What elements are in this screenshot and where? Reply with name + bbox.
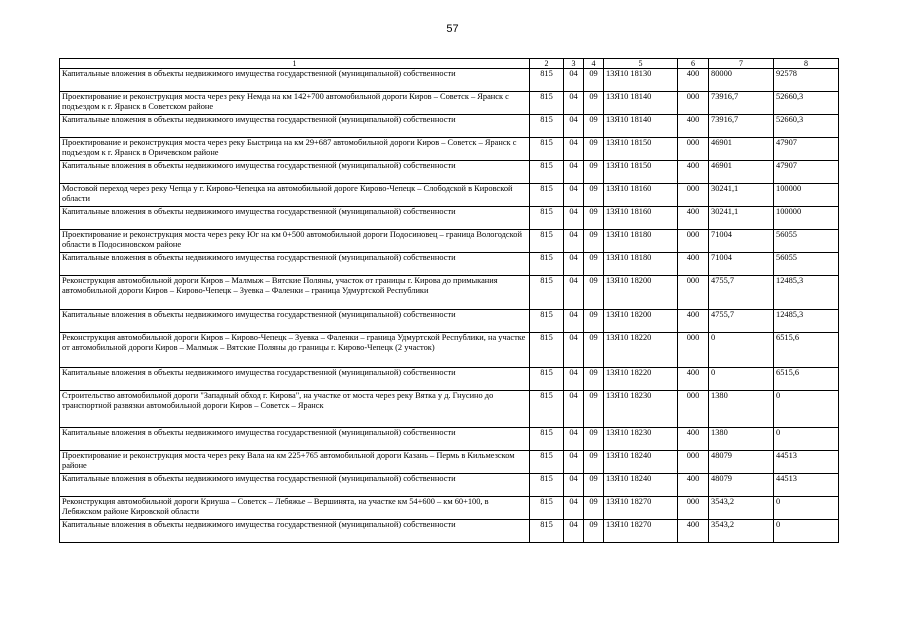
target-article-cell: 13Я10 18220 [604,368,678,391]
row-title-cell: Капитальные вложения в объекты недвижимого имущества государственной (муниципальной) собственности [60,69,530,92]
table-row [60,497,839,520]
section-code-cell: 04 [564,368,584,391]
expense-type-cell: 400 [678,520,709,543]
target-article-cell: 13Я10 18150 [604,138,678,161]
row-title-cell: Капитальные вложения в объекты недвижимого имущества государственной (муниципальной) собственности [60,115,530,138]
amount-year2-cell: 47907 [774,161,839,184]
subsection-code-cell: 09 [584,276,604,310]
table-row [60,310,839,333]
amount-year1-cell: 71004 [709,230,774,253]
section-code-cell: 04 [564,451,584,474]
section-code-cell: 04 [564,520,584,543]
amount-year2-cell: 0 [774,391,839,428]
row-title-cell: Капитальные вложения в объекты недвижимого имущества государственной (муниципальной) собственности [60,310,530,333]
amount-year2-cell: 92578 [774,69,839,92]
expense-type-cell: 000 [678,451,709,474]
amount-year2-cell: 52660,3 [774,115,839,138]
table-row [60,333,839,368]
amount-year1-cell: 4755,7 [709,276,774,310]
subsection-code-cell: 09 [584,451,604,474]
subsection-code-cell: 09 [584,520,604,543]
row-title-cell: Мостовой переход через реку Чепца у г. Кирово-Чепецка на автомобильной дороге Кирово-Чепецк – Слободской в Кировской области [60,184,530,207]
row-title-cell: Капитальные вложения в объекты недвижимого имущества государственной (муниципальной) собственности [60,368,530,391]
column-header: 1 [60,59,530,69]
amount-year1-cell: 3543,2 [709,497,774,520]
table-row [60,184,839,207]
subsection-code-cell: 09 [584,428,604,451]
target-article-cell: 13Я10 18230 [604,391,678,428]
row-title-cell: Проектирование и реконструкция моста через реку Быстрица на км 29+687 автомобильной дороги Киров – Советск – Яранск с подъездом к г. Яранск в Оричевском районе [60,138,530,161]
row-title-cell: Реконструкция автомобильной дороги Киров – Малмыж – Вятские Поляны, участок от границы г. Кирова до примыкания автомобильной дороги Киров – Кирово-Чепецк – Зуевка – Фаленки – граница Удмуртской Республики [60,276,530,310]
budget-table [59,58,839,543]
target-article-cell: 13Я10 18150 [604,161,678,184]
column-header: 5 [604,59,678,69]
row-title-cell: Капитальные вложения в объекты недвижимого имущества государственной (муниципальной) собственности [60,253,530,276]
amount-year2-cell: 44513 [774,474,839,497]
target-article-cell: 13Я10 18200 [604,276,678,310]
amount-year2-cell: 12485,3 [774,310,839,333]
ministry-code-cell: 815 [530,230,564,253]
section-code-cell: 04 [564,333,584,368]
section-code-cell: 04 [564,115,584,138]
amount-year2-cell: 52660,3 [774,92,839,115]
subsection-code-cell: 09 [584,474,604,497]
amount-year1-cell: 48079 [709,451,774,474]
amount-year2-cell: 44513 [774,451,839,474]
table-row [60,391,839,428]
expense-type-cell: 000 [678,333,709,368]
ministry-code-cell: 815 [530,310,564,333]
table-row [60,451,839,474]
target-article-cell: 13Я10 18270 [604,497,678,520]
expense-type-cell: 000 [678,276,709,310]
amount-year2-cell: 0 [774,497,839,520]
expense-type-cell: 000 [678,138,709,161]
ministry-code-cell: 815 [530,207,564,230]
expense-type-cell: 000 [678,184,709,207]
column-number-row [60,59,839,69]
table-row [60,69,839,92]
target-article-cell: 13Я10 18230 [604,428,678,451]
expense-type-cell: 000 [678,497,709,520]
ministry-code-cell: 815 [530,253,564,276]
row-title-cell: Капитальные вложения в объекты недвижимого имущества государственной (муниципальной) собственности [60,207,530,230]
subsection-code-cell: 09 [584,368,604,391]
column-header: 4 [584,59,604,69]
table-row [60,138,839,161]
amount-year1-cell: 46901 [709,138,774,161]
table-row [60,230,839,253]
ministry-code-cell: 815 [530,497,564,520]
section-code-cell: 04 [564,92,584,115]
table-row [60,474,839,497]
section-code-cell: 04 [564,276,584,310]
ministry-code-cell: 815 [530,138,564,161]
amount-year1-cell: 73916,7 [709,92,774,115]
amount-year1-cell: 80000 [709,69,774,92]
amount-year1-cell: 0 [709,368,774,391]
column-header: 7 [709,59,774,69]
amount-year1-cell: 71004 [709,253,774,276]
amount-year1-cell: 0 [709,333,774,368]
amount-year2-cell: 47907 [774,138,839,161]
row-title-cell: Капитальные вложения в объекты недвижимого имущества государственной (муниципальной) собственности [60,520,530,543]
target-article-cell: 13Я10 18240 [604,451,678,474]
ministry-code-cell: 815 [530,391,564,428]
ministry-code-cell: 815 [530,451,564,474]
expense-type-cell: 400 [678,69,709,92]
section-code-cell: 04 [564,497,584,520]
amount-year1-cell: 30241,1 [709,184,774,207]
amount-year2-cell: 100000 [774,184,839,207]
table-row [60,161,839,184]
subsection-code-cell: 09 [584,92,604,115]
expense-type-cell: 000 [678,391,709,428]
target-article-cell: 13Я10 18160 [604,207,678,230]
expense-type-cell: 000 [678,92,709,115]
table-row [60,368,839,391]
target-article-cell: 13Я10 18140 [604,115,678,138]
row-title-cell: Реконструкция автомобильной дороги Киров – Кирово-Чепецк – Зуевка – Фаленки – граница Удмуртской Республики, на участке от автомобильной дороги Киров – Малмыж – Вятские Поляны до границы г. Кирово-Чепецк (2 участок) [60,333,530,368]
column-header: 6 [678,59,709,69]
table-row [60,276,839,310]
subsection-code-cell: 09 [584,310,604,333]
target-article-cell: 13Я10 18140 [604,92,678,115]
ministry-code-cell: 815 [530,115,564,138]
table-row [60,253,839,276]
subsection-code-cell: 09 [584,230,604,253]
subsection-code-cell: 09 [584,207,604,230]
ministry-code-cell: 815 [530,333,564,368]
expense-type-cell: 400 [678,310,709,333]
target-article-cell: 13Я10 18130 [604,69,678,92]
ministry-code-cell: 815 [530,161,564,184]
expense-type-cell: 000 [678,230,709,253]
expense-type-cell: 400 [678,115,709,138]
amount-year1-cell: 1380 [709,391,774,428]
ministry-code-cell: 815 [530,368,564,391]
section-code-cell: 04 [564,230,584,253]
subsection-code-cell: 09 [584,184,604,207]
amount-year2-cell: 12485,3 [774,276,839,310]
section-code-cell: 04 [564,138,584,161]
amount-year1-cell: 4755,7 [709,310,774,333]
amount-year2-cell: 56055 [774,253,839,276]
subsection-code-cell: 09 [584,253,604,276]
section-code-cell: 04 [564,184,584,207]
ministry-code-cell: 815 [530,92,564,115]
subsection-code-cell: 09 [584,138,604,161]
amount-year1-cell: 46901 [709,161,774,184]
subsection-code-cell: 09 [584,333,604,368]
row-title-cell: Капитальные вложения в объекты недвижимого имущества государственной (муниципальной) собственности [60,428,530,451]
table-row [60,207,839,230]
section-code-cell: 04 [564,428,584,451]
column-header: 2 [530,59,564,69]
row-title-cell: Проектирование и реконструкция моста через реку Юг на км 0+500 автомобильной дороги Подосиновец – граница Вологодской области в Подосиновском районе [60,230,530,253]
section-code-cell: 04 [564,207,584,230]
amount-year2-cell: 0 [774,428,839,451]
target-article-cell: 13Я10 18270 [604,520,678,543]
target-article-cell: 13Я10 18220 [604,333,678,368]
target-article-cell: 13Я10 18160 [604,184,678,207]
subsection-code-cell: 09 [584,161,604,184]
target-article-cell: 13Я10 18180 [604,230,678,253]
section-code-cell: 04 [564,253,584,276]
table-row [60,520,839,543]
ministry-code-cell: 815 [530,184,564,207]
section-code-cell: 04 [564,310,584,333]
expense-type-cell: 400 [678,161,709,184]
amount-year1-cell: 30241,1 [709,207,774,230]
amount-year2-cell: 56055 [774,230,839,253]
column-header: 8 [774,59,839,69]
table-row [60,115,839,138]
amount-year2-cell: 100000 [774,207,839,230]
ministry-code-cell: 815 [530,69,564,92]
section-code-cell: 04 [564,474,584,497]
row-title-cell: Реконструкция автомобильной дороги Криуша – Советск – Лебяжье – Вершинята, на участке км 54+600 – км 60+100, в Лебяжском районе Кировской области [60,497,530,520]
amount-year1-cell: 73916,7 [709,115,774,138]
expense-type-cell: 400 [678,207,709,230]
amount-year1-cell: 3543,2 [709,520,774,543]
amount-year2-cell: 6515,6 [774,333,839,368]
subsection-code-cell: 09 [584,69,604,92]
column-header: 3 [564,59,584,69]
expense-type-cell: 400 [678,253,709,276]
row-title-cell: Строительство автомобильной дороги "Западный обход г. Кирова", на участке от моста через реку Вятка у д. Гнусино до транспортной развязки автомобильной дороги Киров – Советск – Яранск [60,391,530,428]
ministry-code-cell: 815 [530,520,564,543]
row-title-cell: Проектирование и реконструкция моста через реку Немда на км 142+700 автомобильной дороги Киров – Советск – Яранск с подъездом к г. Яранск в Советском районе [60,92,530,115]
amount-year2-cell: 0 [774,520,839,543]
table-row [60,428,839,451]
subsection-code-cell: 09 [584,497,604,520]
ministry-code-cell: 815 [530,474,564,497]
subsection-code-cell: 09 [584,391,604,428]
target-article-cell: 13Я10 18200 [604,310,678,333]
section-code-cell: 04 [564,161,584,184]
row-title-cell: Проектирование и реконструкция моста через реку Вала на км 225+765 автомобильной дороги Казань – Пермь в Кильмезском районе [60,451,530,474]
target-article-cell: 13Я10 18180 [604,253,678,276]
ministry-code-cell: 815 [530,428,564,451]
expense-type-cell: 400 [678,474,709,497]
section-code-cell: 04 [564,69,584,92]
subsection-code-cell: 09 [584,115,604,138]
amount-year1-cell: 48079 [709,474,774,497]
row-title-cell: Капитальные вложения в объекты недвижимого имущества государственной (муниципальной) собственности [60,161,530,184]
row-title-cell: Капитальные вложения в объекты недвижимого имущества государственной (муниципальной) собственности [60,474,530,497]
expense-type-cell: 400 [678,368,709,391]
amount-year1-cell: 1380 [709,428,774,451]
table-row [60,92,839,115]
target-article-cell: 13Я10 18240 [604,474,678,497]
section-code-cell: 04 [564,391,584,428]
expense-type-cell: 400 [678,428,709,451]
amount-year2-cell: 6515,6 [774,368,839,391]
page-number: 57 [446,23,459,35]
ministry-code-cell: 815 [530,276,564,310]
table-body [60,69,839,543]
